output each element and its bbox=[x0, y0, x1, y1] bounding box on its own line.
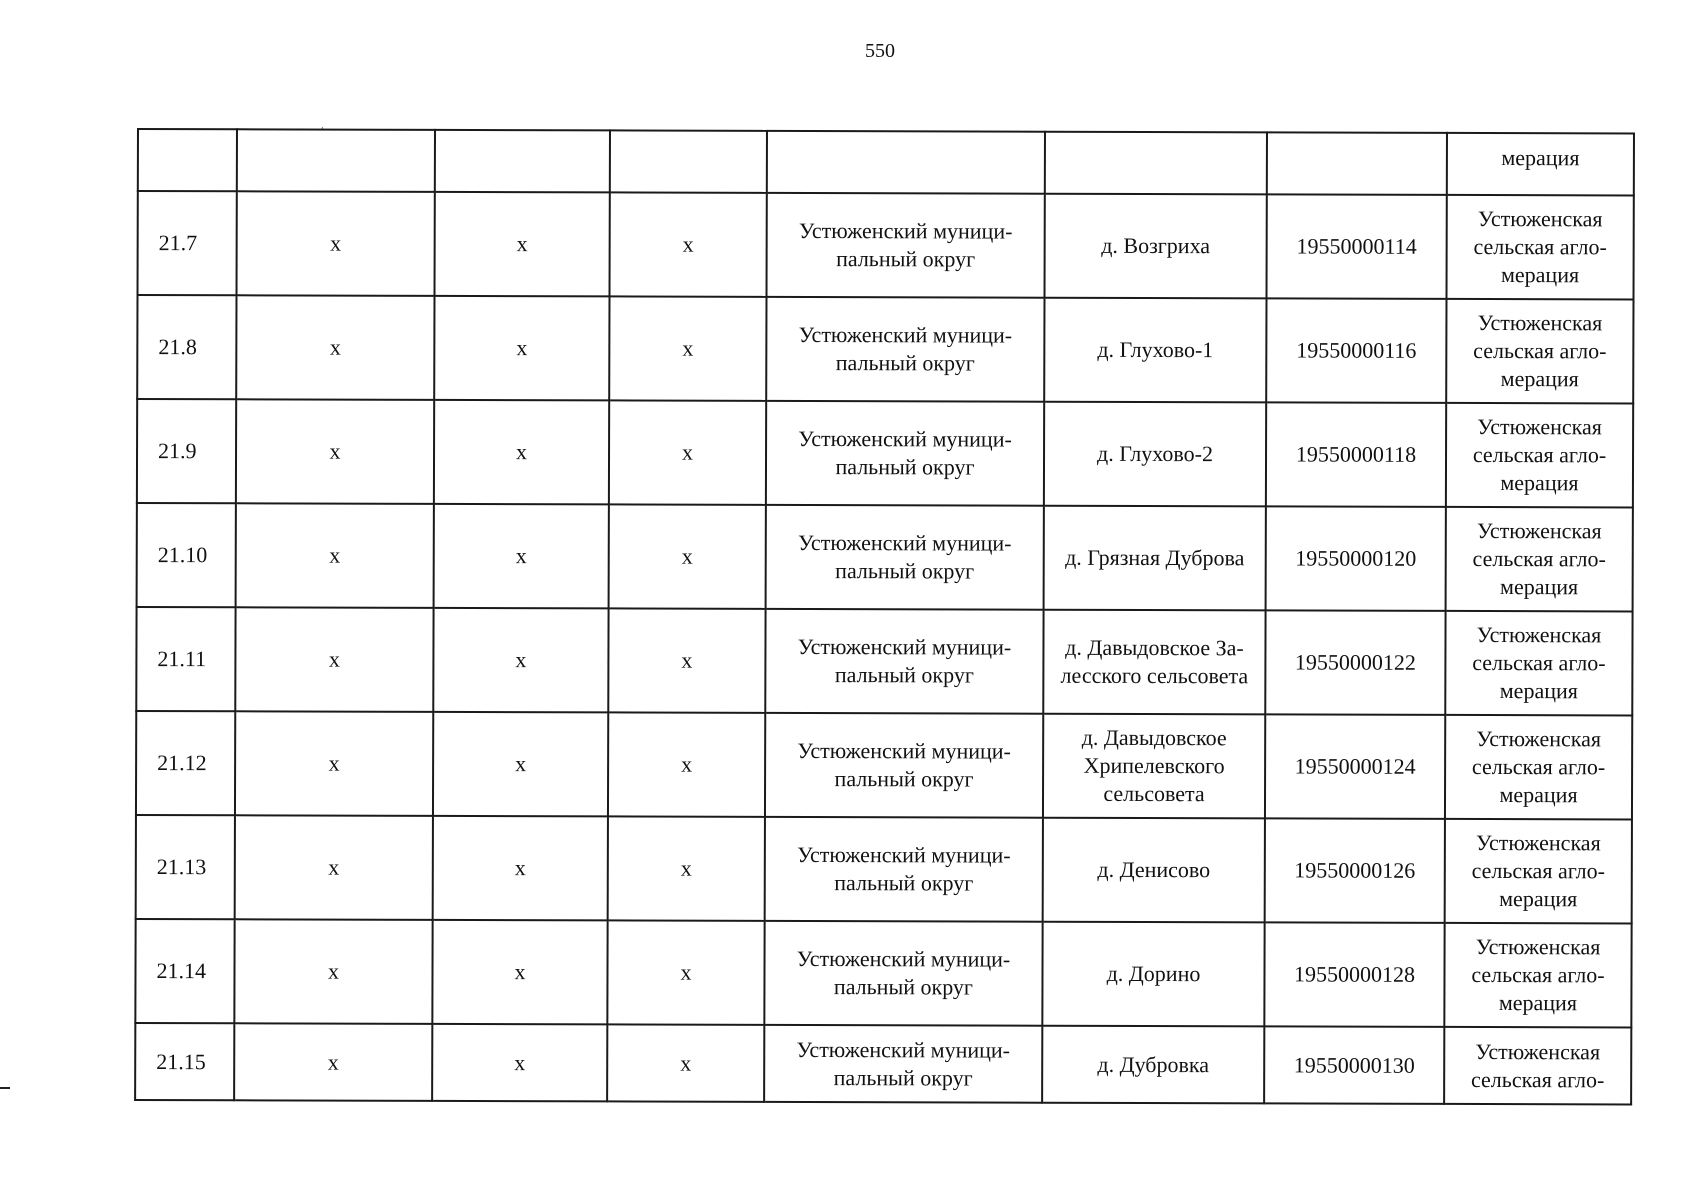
x-mark-cell: х bbox=[608, 608, 765, 712]
oktmo-code-cell: 19550000126 bbox=[1265, 818, 1445, 923]
agglomeration-cell: Устюженская сельская агло- мерация bbox=[1445, 819, 1632, 924]
oktmo-code-cell: 19550000128 bbox=[1264, 922, 1444, 1027]
table-cell bbox=[1267, 132, 1447, 195]
row-number: 21.14 bbox=[135, 919, 234, 1023]
table-cell bbox=[435, 130, 610, 193]
registry-table bbox=[134, 128, 1635, 1105]
oktmo-code-cell: 19550000120 bbox=[1266, 506, 1446, 611]
x-mark-cell: х bbox=[609, 504, 766, 608]
x-mark-cell: х bbox=[434, 400, 609, 505]
table-row bbox=[137, 399, 1633, 507]
x-mark-cell: х bbox=[609, 400, 766, 504]
oktmo-code-cell: 19550000124 bbox=[1265, 714, 1445, 819]
row-number: 21.12 bbox=[136, 711, 235, 815]
x-mark-cell: х bbox=[235, 607, 433, 712]
locality-cell: д. Глухово-1 bbox=[1044, 298, 1266, 403]
agglomeration-cell: Устюженская сельская агло- мерация bbox=[1445, 611, 1632, 716]
x-mark-cell: х bbox=[433, 608, 608, 713]
x-mark-cell: х bbox=[235, 815, 433, 920]
table-row bbox=[138, 191, 1634, 299]
x-mark-cell: х bbox=[234, 1023, 432, 1101]
district-cell: Устюженский муници- пальный округ bbox=[764, 921, 1042, 1026]
district-cell: Устюженский муници- пальный округ bbox=[767, 193, 1045, 298]
x-mark-cell: х bbox=[237, 191, 435, 296]
x-mark-cell: х bbox=[235, 711, 433, 816]
row-number: 21.15 bbox=[135, 1023, 234, 1100]
locality-cell: д. Давыдовское Хрипелевского сельсовета bbox=[1043, 714, 1265, 819]
x-mark-cell: х bbox=[610, 192, 767, 296]
x-mark-cell: х bbox=[234, 919, 432, 1024]
locality-cell: д. Возгриха bbox=[1045, 194, 1267, 299]
oktmo-code-cell: 19550000116 bbox=[1266, 298, 1446, 403]
agglomeration-cell: Устюженская сельская агло- мерация bbox=[1445, 715, 1632, 820]
table-cell bbox=[767, 131, 1045, 194]
carryover-row bbox=[138, 129, 1634, 195]
agglomeration-cell: Устюженская сельская агло- мерация bbox=[1446, 299, 1633, 404]
x-mark-cell: х bbox=[236, 503, 434, 608]
registry-table-container bbox=[134, 128, 1633, 1105]
agglomeration-cell: Устюженская сельская агло- мерация bbox=[1444, 923, 1631, 1028]
row-number: 21.13 bbox=[136, 815, 235, 919]
x-mark-cell: х bbox=[236, 295, 434, 400]
district-cell: Устюженский муници- пальный округ bbox=[765, 817, 1043, 922]
district-cell: Устюженский муници- пальный округ bbox=[765, 609, 1043, 714]
x-mark-cell: х bbox=[434, 504, 609, 609]
x-mark-cell: х bbox=[435, 192, 610, 297]
district-cell: Устюженский муници- пальный округ bbox=[766, 297, 1044, 402]
locality-cell: д. Дубровка bbox=[1042, 1026, 1264, 1104]
x-mark-cell: х bbox=[608, 816, 765, 920]
oktmo-code-cell: 19550000118 bbox=[1266, 402, 1446, 507]
oktmo-code-cell: 19550000122 bbox=[1265, 610, 1445, 715]
table-row bbox=[135, 1023, 1631, 1104]
table-row bbox=[137, 295, 1633, 403]
row-number: 21.11 bbox=[136, 607, 235, 711]
agglomeration-cell: Устюженская сельская агло- bbox=[1444, 1027, 1631, 1105]
x-mark-cell: х bbox=[609, 296, 766, 400]
x-mark-cell: х bbox=[236, 399, 434, 504]
table-cell bbox=[138, 129, 237, 191]
table-cell bbox=[610, 130, 767, 192]
oktmo-code-cell: 19550000130 bbox=[1264, 1026, 1444, 1104]
locality-cell: д. Дорино bbox=[1042, 922, 1264, 1027]
locality-cell: д. Глухово-2 bbox=[1044, 402, 1266, 507]
oktmo-code-cell: 19550000114 bbox=[1266, 194, 1446, 299]
row-number: 21.7 bbox=[138, 191, 237, 295]
table-row bbox=[136, 607, 1632, 715]
x-mark-cell: х bbox=[607, 1024, 764, 1101]
x-mark-cell: х bbox=[608, 712, 765, 816]
agglomeration-cell: Устюженская сельская агло- мерация bbox=[1446, 195, 1633, 300]
agglomeration-cell: Устюженская сельская агло- мерация bbox=[1446, 403, 1633, 508]
x-mark-cell: х bbox=[433, 816, 608, 921]
row-number: 21.9 bbox=[137, 399, 236, 503]
scan-edge-mark bbox=[0, 1087, 10, 1089]
district-cell: Устюженский муници- пальный округ bbox=[766, 401, 1044, 506]
district-cell: Устюженский муници- пальный округ bbox=[766, 505, 1044, 610]
x-mark-cell: х bbox=[607, 920, 764, 1024]
carryover-text: мерация bbox=[1447, 133, 1634, 196]
x-mark-cell: х bbox=[434, 296, 609, 401]
table-row bbox=[137, 503, 1633, 611]
row-number: 21.10 bbox=[137, 503, 236, 607]
x-mark-cell: х bbox=[432, 920, 607, 1025]
x-mark-cell: х bbox=[432, 1024, 607, 1102]
locality-cell: д. Давыдовское За- лесского сельсовета bbox=[1043, 610, 1265, 715]
table-row bbox=[136, 815, 1632, 923]
scan-speck: ˛ bbox=[321, 116, 325, 130]
table-cell bbox=[1045, 132, 1267, 195]
x-mark-cell: х bbox=[433, 712, 608, 817]
table-cell bbox=[237, 129, 435, 192]
locality-cell: д. Грязная Дуброва bbox=[1044, 506, 1266, 611]
table-row bbox=[135, 919, 1631, 1027]
row-number: 21.8 bbox=[137, 295, 236, 399]
locality-cell: д. Денисово bbox=[1043, 818, 1265, 923]
page-number: 550 bbox=[865, 40, 895, 62]
district-cell: Устюженский муници- пальный округ bbox=[764, 1025, 1042, 1103]
agglomeration-cell: Устюженская сельская агло- мерация bbox=[1446, 507, 1633, 612]
district-cell: Устюженский муници- пальный округ bbox=[765, 713, 1043, 818]
table-row bbox=[136, 711, 1632, 819]
